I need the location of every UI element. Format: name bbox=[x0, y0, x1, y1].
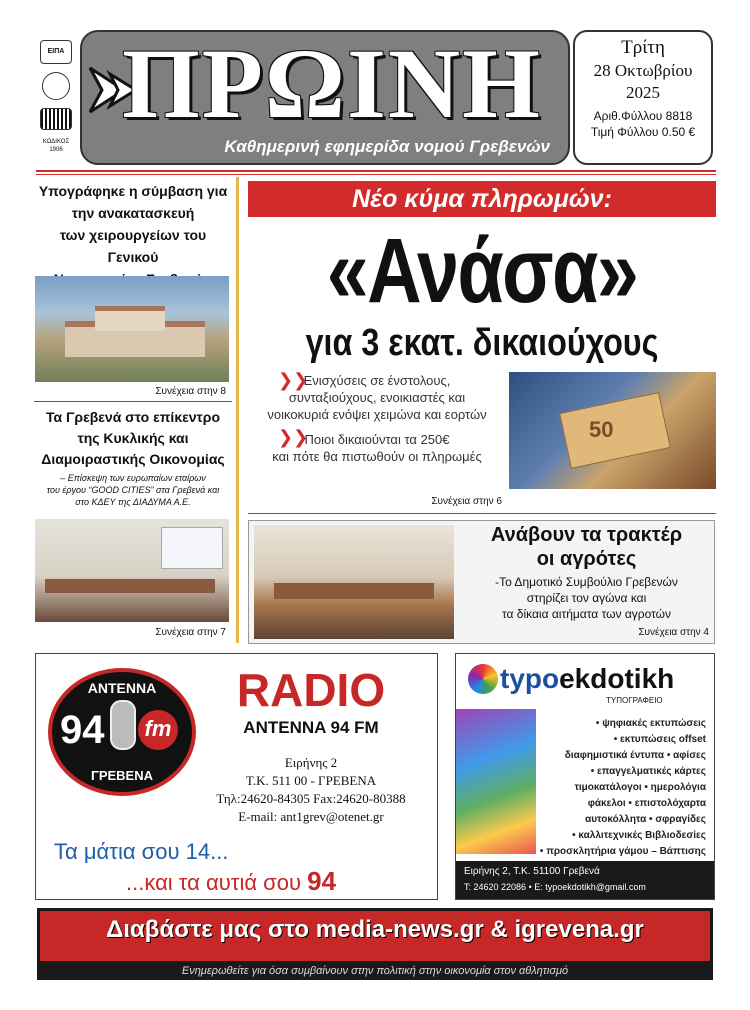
story-farmers-headline: Ανάβουν τα τρακτέρ οι αγρότες bbox=[490, 524, 683, 570]
footer-sub-text: Ενημερωθείτε για όσα συμβαίνουν στην πολιτική στην οικονομία στον αθλητισμό bbox=[181, 965, 569, 977]
newspaper-subtitle: Καθημερινή εφημερίδα νομού Γρεβενών bbox=[224, 137, 550, 156]
seal-icon bbox=[42, 72, 70, 100]
story-circular-economy[interactable] bbox=[34, 407, 232, 508]
typoekdotikh-brand: typoekdotikh bbox=[500, 663, 675, 694]
masthead bbox=[80, 30, 570, 165]
main-continued: Συνέχεια στην 6 bbox=[431, 496, 502, 507]
price: Τιμή Φύλλου 0.50 € bbox=[590, 125, 696, 139]
footer-sub-bar bbox=[37, 962, 713, 980]
story-hospital-headline: Υπογράφηκε η σύμβαση για την ανακατασκευή των χειρουργείων του Γενικού bbox=[38, 183, 228, 265]
newspaper-title: ΠΡΩΙΝΗ bbox=[122, 30, 542, 139]
story-farmers-continued: Συνέχεια στην 4 bbox=[638, 627, 709, 638]
antenna-logo-icon: ΑΝΤΕΝΝΑ 94 fm ΓΡΕΒΕΝΑ bbox=[48, 668, 196, 796]
eipa-logo-icon: ΕΙΠΑ bbox=[40, 40, 72, 64]
code-number: 1906 bbox=[49, 147, 63, 153]
ad-typoekdotikh[interactable] bbox=[455, 653, 715, 900]
story-hospital[interactable] bbox=[34, 180, 232, 290]
radio-name: RADIO bbox=[236, 664, 386, 716]
story-farmers-summary: -Το Δημοτικό Συμβούλιο Γρεβενών στηρίζει τον αγώνα και τα δίκαια αιτήματα των αγροτών bbox=[495, 575, 678, 621]
barcode-icon bbox=[40, 108, 72, 130]
footer-main-text[interactable]: Διαβάστε μας στο media-news.gr & igrevena.gr bbox=[106, 916, 644, 943]
print-services: • ψηφιακές εκτυπώσεις • εκτυπώσεις offset διαφημιστικά έντυπα • αφίσες • επαγγελματικές κάρτες τιμοκατάλογοι • ημερολόγια φάκελοι • επιστολόχαρτα αυτοκόλλητα • σφραγίδες • καλλιτεχνικές Βιβλιοδεσίες • προσκλητήρια γάμου – Βάπτισης bbox=[539, 718, 706, 857]
radio-station: ANTENNA 94 FM bbox=[243, 718, 379, 737]
date: 28 Οκτωβρίου bbox=[593, 61, 693, 80]
header-rule-2 bbox=[36, 174, 716, 175]
main-kicker: Νέο κύμα πληρωμών: bbox=[248, 181, 716, 217]
story-circular-summary: – Επίσκεψη των ευρωπαίων εταίρων του έργου “GOOD CITIES” στα Γρεβενά και στο ΚΔΕΥ της ΔΙΑΔΥΜΑ Α.Ε. bbox=[46, 473, 220, 507]
ad-radio-antenna[interactable] bbox=[35, 653, 438, 900]
double-chevron-icon: ❯❯ bbox=[278, 427, 309, 447]
main-bullets bbox=[252, 372, 502, 465]
typoekdotikh-logo-icon bbox=[468, 664, 498, 694]
masthead-side-logos bbox=[36, 40, 76, 170]
issue-number: Αριθ.Φύλλου 8818 bbox=[593, 109, 693, 123]
print-address-bar: Ειρήνης 2, Τ.Κ. 51100 Γρεβενά Τ: 24620 22086 • E: typoekdotikh@gmail.com bbox=[456, 861, 714, 899]
radio-slogan-2: ...και τα αυτιά σου 94 bbox=[126, 866, 337, 896]
main-subheadline: για 3 εκατ. δικαιούχους bbox=[305, 322, 659, 364]
main-headline[interactable]: «Ανάσα» bbox=[326, 220, 638, 322]
banknote-label: 50 bbox=[589, 417, 614, 442]
double-chevron-icon: ❯❯ bbox=[278, 370, 309, 390]
day: Τρίτη bbox=[621, 37, 665, 58]
print-decor bbox=[456, 709, 536, 854]
radio-slogan-1: Τα μάτια σου 14... bbox=[54, 839, 229, 864]
meeting-photo bbox=[35, 519, 229, 622]
code-label: ΚΩΔΙΚΟΣ bbox=[42, 139, 70, 145]
story-circular-headline: Τα Γρεβενά στο επίκεντρο της Κυκλικής και Διαμοιραστικής Οικονομίας bbox=[41, 409, 225, 467]
year: 2025 bbox=[626, 83, 660, 102]
wallet-photo bbox=[509, 372, 716, 489]
bullet-2: ❯❯ Ποιοι δικαιούνται τα 250€ και πότε θα πιστωθούν οι πληρωμές bbox=[272, 427, 482, 464]
radio-contact: Ειρήνης 2 Τ.Κ. 511 00 - ΓΡΕΒΕΝΑ Τηλ:24620-84305 Fax:24620-80388 E-mail: ant1grev@otenet.gr bbox=[216, 755, 406, 824]
bullet-1: ❯❯ Ενισχύσεις σε ένστολους, συνταξιούχους, ενοικιαστές και νοικοκυριά ενόψει χειμώνα και εορτών bbox=[267, 370, 487, 422]
footer-banner[interactable] bbox=[37, 908, 713, 964]
left-rule bbox=[34, 401, 232, 402]
typoekdotikh-tag: ΤΥΠΟΓΡΑΦΕΙΟ bbox=[606, 696, 663, 705]
main-rule bbox=[248, 513, 716, 514]
header-rule bbox=[36, 170, 716, 172]
date-box bbox=[573, 30, 713, 165]
story-circular-continued: Συνέχεια στην 7 bbox=[155, 627, 226, 638]
hospital-photo bbox=[35, 276, 229, 382]
story-hospital-continued: Συνέχεια στην 8 bbox=[155, 386, 226, 397]
story-farmers-box[interactable] bbox=[248, 520, 715, 644]
council-photo bbox=[254, 525, 454, 639]
